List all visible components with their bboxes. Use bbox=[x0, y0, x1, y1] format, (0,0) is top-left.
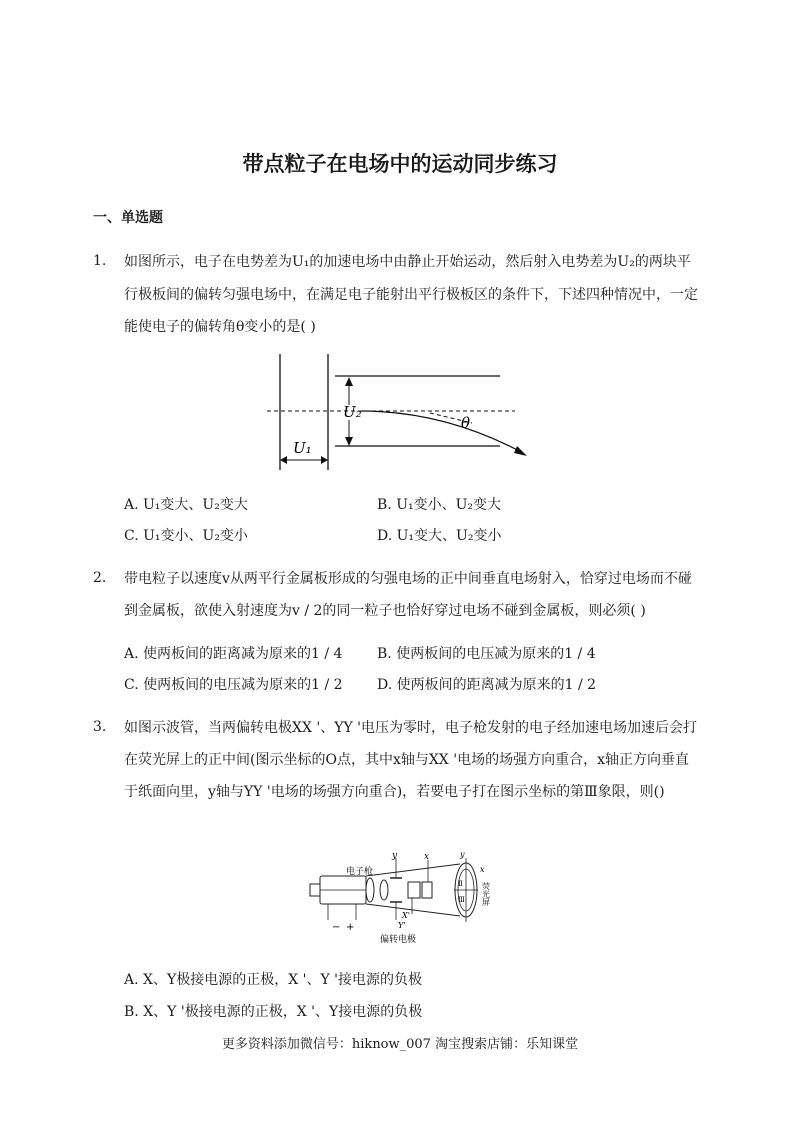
q1-option-d[interactable]: D. U₁变大、U₂变小 bbox=[377, 528, 502, 544]
q1-option-a[interactable]: A. U₁变大、U₂变大 bbox=[124, 497, 248, 513]
q2-option-c[interactable]: C. 使两板间的电压减为原来的1 / 2 bbox=[124, 677, 343, 693]
q1-option-b[interactable]: B. U₁变小、U₂变大 bbox=[377, 497, 502, 513]
question-3-line-2: 在荧光屏上的正中间(图示坐标的O点，其中x轴与XX '电场的场强方向重合，x轴正方向垂直 bbox=[124, 752, 689, 768]
gun-label: 电子枪 bbox=[346, 867, 374, 877]
x-prime-electrode-label: X' bbox=[402, 911, 410, 920]
deflect-label: 偏转电极 bbox=[380, 935, 417, 945]
x-electrode-label: x bbox=[424, 852, 430, 862]
question-2-number: 2. bbox=[93, 570, 107, 586]
q2-option-d[interactable]: D. 使两板间的距离减为原来的1 / 2 bbox=[377, 677, 597, 693]
question-1-line-2: 行极板间的偏转匀强电场中，在满足电子能射出平行极板区的条件下，下述四种情况中，一定 bbox=[124, 287, 698, 303]
footer-note: 更多资料添加微信号：hiknow_007 淘宝搜索店铺：乐知课堂 bbox=[221, 1037, 579, 1052]
screen-label: 荧光屏 bbox=[481, 882, 491, 906]
u2-label: U₂ bbox=[343, 403, 362, 421]
q3-option-a[interactable]: A. X、Y极接电源的正极，X '、Y '接电源的负极 bbox=[124, 972, 423, 988]
q2-option-b[interactable]: B. 使两板间的电压减为原来的1 / 4 bbox=[377, 646, 596, 662]
theta-label: θ bbox=[461, 414, 471, 432]
question-3-number: 3. bbox=[93, 719, 107, 735]
q2-option-a[interactable]: A. 使两板间的距离减为原来的1 / 4 bbox=[124, 646, 343, 662]
accelerator-deflector-diagram bbox=[265, 350, 540, 475]
q1-option-c[interactable]: C. U₁变小、U₂变小 bbox=[124, 528, 248, 544]
question-2-line-1: 带电粒子以速度v从两平行金属板形成的匀强电场的正中间垂直电场射入，恰穿过电场而不碰 bbox=[124, 571, 692, 587]
section-heading: 一、单选题 bbox=[93, 210, 163, 226]
oscilloscope-tube-diagram bbox=[300, 850, 510, 950]
screen-x-axis-label: x bbox=[480, 865, 485, 874]
question-1-line-3: 能使电子的偏转角θ变小的是( ) bbox=[124, 319, 316, 335]
q3-option-b[interactable]: B. X、Y '极接电源的正极，X '、Y接电源的负极 bbox=[124, 1004, 423, 1020]
question-3-line-3: 于纸面向里，y轴与YY '电场的场强方向重合)，若要电子打在图示坐标的第Ⅲ象限，则() bbox=[124, 784, 665, 800]
question-1-number: 1. bbox=[93, 253, 107, 269]
question-2-line-2: 到金属板，欲使入射速度为v / 2的同一粒子也恰好穿过电场不碰到金属板，则必须( ) bbox=[124, 603, 646, 619]
quadrant-ii-label: Ⅱ bbox=[458, 880, 463, 888]
quadrant-iii-label: Ⅲ bbox=[458, 896, 465, 904]
y-electrode-label: y bbox=[392, 851, 398, 861]
y-prime-electrode-label: Y' bbox=[398, 921, 406, 930]
u1-label: U₁ bbox=[293, 439, 312, 457]
screen-y-axis-label: y bbox=[460, 850, 465, 859]
page-title: 带点粒子在电场中的运动同步练习 bbox=[242, 152, 558, 176]
minus-sign: − bbox=[332, 922, 341, 933]
question-3-line-1: 如图示波管，当两偏转电极XX '、YY '电压为零时，电子枪发射的电子经加速电场加速后会打 bbox=[124, 720, 698, 736]
question-1-line-1: 如图所示，电子在电势差为U₁的加速电场中由静止开始运动，然后射入电势差为U₂的两块平 bbox=[124, 254, 691, 270]
plus-sign: + bbox=[346, 922, 355, 933]
